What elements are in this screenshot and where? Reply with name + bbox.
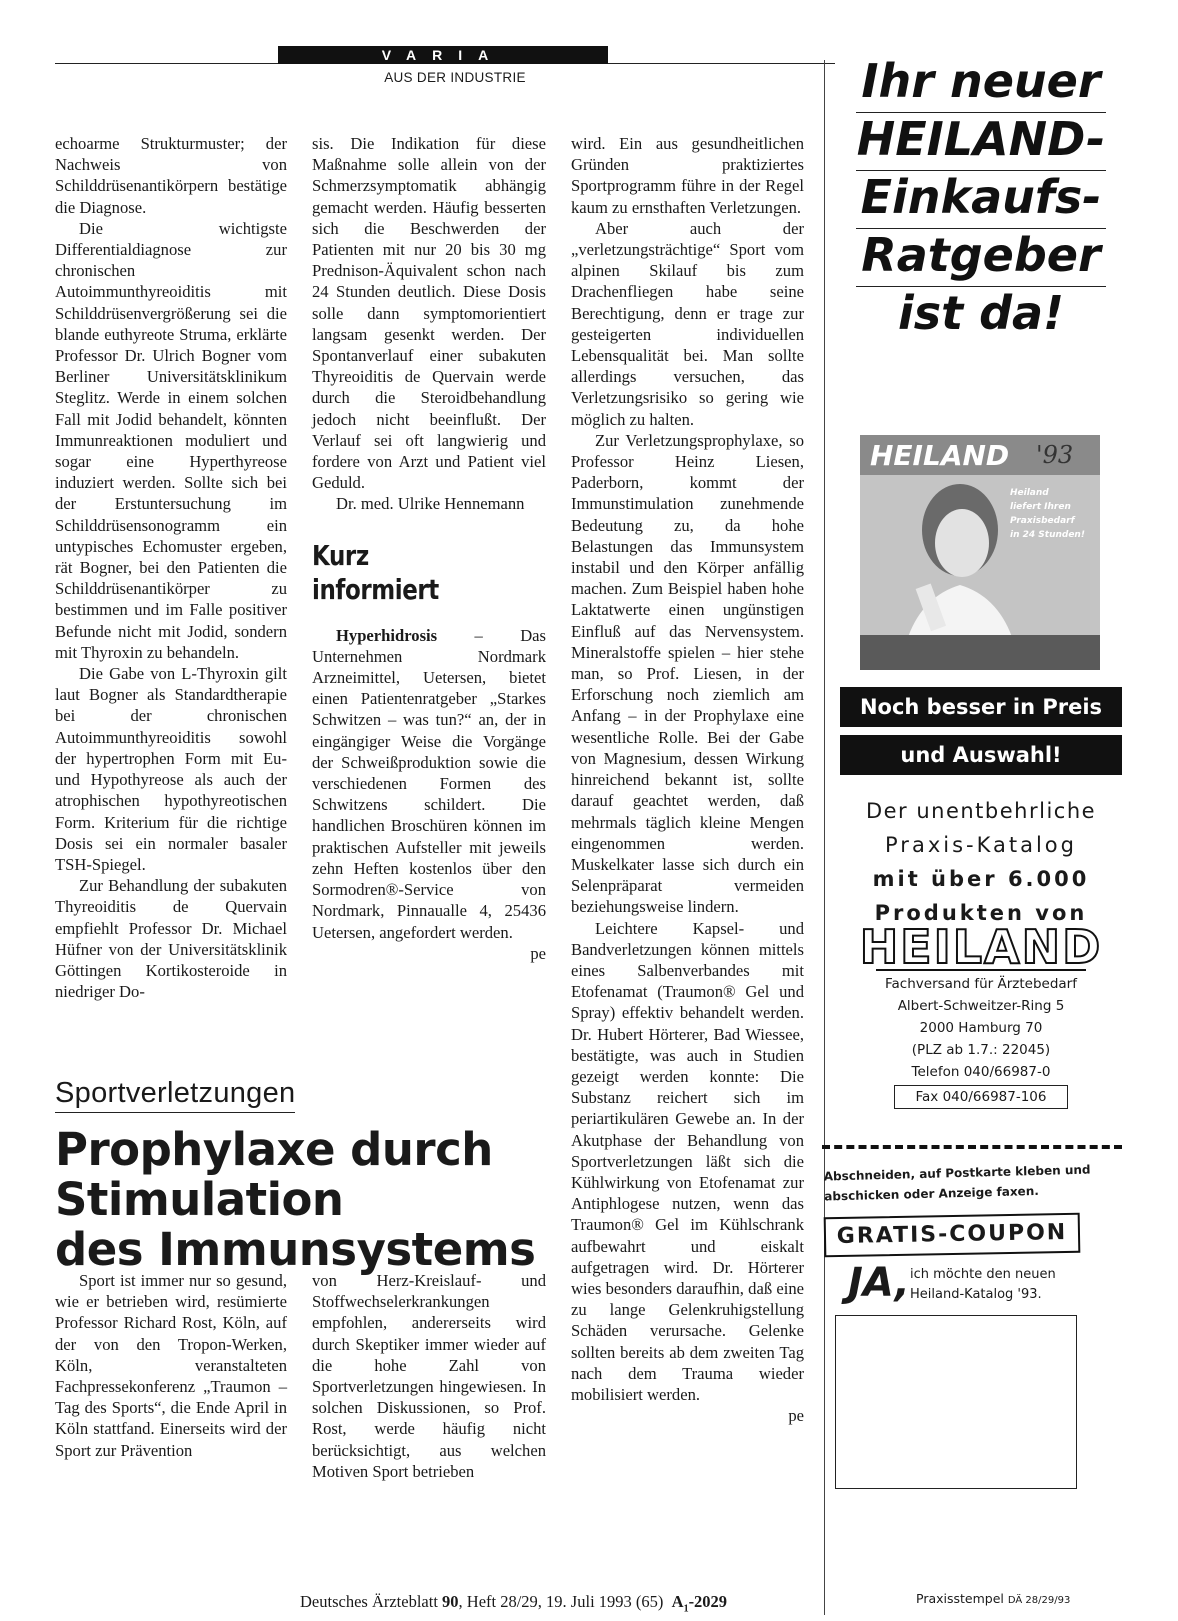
- cut-line: [822, 1145, 1122, 1149]
- fax-number: Fax 040/66987-106: [894, 1085, 1068, 1109]
- volume-number: 90: [442, 1592, 459, 1611]
- catalog-line: Der unentbehrliche: [865, 799, 1097, 823]
- byline: Dr. med. Ulrike Hennemann: [336, 494, 525, 514]
- paragraph: Leichtere Kapsel- und Bandverletzungen können mittels eines Salbenverbandes mit Etofenamat (Traumon® Gel und Spray) effektiv behandelt werden. Dr. Hubert Hörterer, Bad Wiessee, bestätigte, was auch in Studien gezeigt werden konnte: Die Substanz reichert sich im periartikulären Gewebe an. In der Akutphase der Behandlung von Sportverletzungen läßt sich die Kühlwirkung von Etofenamat zur Antiphlogese nutzen, wenn das Traumon® Gel im Kühlschrank aufbewahrt und eiskalt aufgetragen wird. Dr. Hörterer wies besonders daraufhin, daß eine zu lange Gelenkruhigstellung Schäden verursache. Gelenke sollten bereits ab dem zweiten Tag nach dem Trauma wieder mobilisiert werden.: [571, 918, 804, 1404]
- article-headline: [55, 1125, 575, 1275]
- headline-line: Prophylaxe durch: [55, 1123, 493, 1176]
- stamp-label: [916, 1591, 1070, 1606]
- coupon-text-line: ich möchte den neuen: [910, 1267, 1056, 1282]
- ad-title: [840, 55, 1122, 344]
- page-number: [671, 1592, 728, 1615]
- author-initials: pe: [788, 1406, 804, 1426]
- article-kicker: Sportverletzungen: [55, 1077, 295, 1113]
- page-prefix: A: [671, 1592, 684, 1611]
- catalog-line: mit über 6.000: [872, 867, 1090, 891]
- news-item: [312, 625, 546, 963]
- text-column-1: [55, 133, 287, 1002]
- company-address: [840, 973, 1122, 1083]
- heiland-logo: [859, 917, 1103, 975]
- ad-title-line: Ihr neuer: [856, 55, 1106, 113]
- paragraph: Die wichtigste Differentialdiagnose zur chronischen Autoimmunthyreoiditis mit Schilddrüsenvergrößerung sei die blande euthyreote Struma, erklärte Professor Dr. Ulrich Bogner vom Berliner Universitätsklinikum Steglitz. Werde in einem solchen Fall mit Jodid behandelt, könnten Immunreaktionen moduliert und sogar eine Hyperthyreose induziert werden. Sollte sich bei der Erstuntersuchung im Schilddrüsensonogramm ein untypisches Echomuster ergeben, rät Bogner, bei den Patienten die Schilddrüsenantikörper zu bestimmen und im Falle positiver Befunde nicht mit Jodid, sondern mit Thyroxin zu behandeln.: [55, 218, 287, 662]
- address-line: (PLZ ab 1.7.: 22045): [911, 1042, 1051, 1058]
- page-sub: 1: [683, 1603, 689, 1615]
- ad-title-line: Ratgeber: [856, 229, 1106, 287]
- cover-brand: HEILAND: [870, 439, 1010, 472]
- coupon-title: GRATIS-COUPON: [824, 1213, 1081, 1257]
- ad-title-line: Einkaufs-: [856, 171, 1106, 229]
- address-line: 2000 Hamburg 70: [919, 1020, 1043, 1036]
- subsection-label: AUS DER INDUSTRIE: [384, 70, 526, 85]
- text-column-2: [312, 133, 546, 964]
- address-line: Telefon 040/66987-0: [911, 1064, 1051, 1080]
- paragraph: Sport ist immer nur so gesund, wie er betrieben wird, resümierte Professor Richard Rost, Köln, auf der von den Tropon-Werken, Köln, veranstalteten Fachpressekonferenz „Traumon – Tag des Sports“, die Ende April in Köln stattfand. Einerseits wird der Sport zur Prävention: [55, 1271, 287, 1460]
- author-initials: pe: [530, 943, 546, 963]
- stamp-code: DÄ 28/29/93: [1007, 1595, 1071, 1606]
- paragraph: echoarme Strukturmuster; der Nachweis von Schilddrüsenantikörpern bestätige die Diagnose.: [55, 134, 287, 217]
- kurz-heading-line: Kurz: [312, 538, 369, 572]
- cover-year: '93: [1036, 441, 1074, 469]
- coupon-yes: JA,: [848, 1260, 910, 1306]
- paragraph: Die Gabe von L-Thyroxin gilt laut Bogner als Standardtherapie bei der chronischen Autoimmunthyreoiditis sowohl der hypertrophen Form mit Eu- und Hypothyreose als auch der atrophischen hypothyreotischen Form. Kriterium für die richtige Dosis sei ein normaler basaler TSH-Spiegel.: [55, 664, 287, 874]
- kurz-heading: [312, 539, 504, 607]
- ad-title-line: HEILAND-: [856, 113, 1106, 171]
- catalog-line: Produkten von: [874, 901, 1088, 925]
- page-footer: [300, 1592, 727, 1614]
- news-item-body: – Das Unternehmen Nordmark Arzneimittel, Uetersen, bietet einen Patientenratgeber „Starkes Schwitzen – was tun?“ an, der in eingängiger Weise die Vorgänge der Schweißproduktion sowie die verschiedenen Formen des Schwitzens schildert. Die handlichen Broschüren können im praktischen Aufsteller mit jeweils zehn Heften kostenlos über den Sormodren®-Service von Nordmark, Pinnaualle 4, 25436 Uetersen, angefordert werden.: [312, 625, 546, 942]
- ad-banner-choice: und Auswahl!: [840, 735, 1122, 775]
- catalog-line: Praxis-Katalog: [885, 833, 1077, 857]
- text-column-3: [571, 133, 804, 1426]
- address-line: Fachversand für Ärztebedarf: [885, 976, 1077, 992]
- news-item-lead: Hyperhidrosis: [336, 625, 438, 645]
- paragraph: Zur Verletzungsprophylaxe, so Professor Heinz Liesen, Paderborn, kommt der Immunstimulation zunehmende Bedeutung zu, da hohe Belastungen das Immunsystem instabil und den Körper anfällig machen. Zum Beispiel haben hohe Laktatwerte einen ungünstigen Einfluß auf das Nervensystem. Mineralstoffe spielen – hier stehe man, so Prof. Liesen, in der Erforschung noch ziemlich am Anfang – in der Prophylaxe eine wesentliche Rolle. Bei der Gabe von Magnesium, dessen Wirkung hinreichend bekannt ist, sollte darauf geachtet werden, daß mehrmals täglich kleine Mengen eingenommen werden. Muskelkater lasse sich durch ein Selenpräparat vermeiden beziehungsweise lindern.: [571, 430, 804, 917]
- paragraph: wird. Ein aus gesundheitlichen Gründen praktiziertes Sportprogramm führe in der Regel kaum zu ernsthaften Verletzungen.: [571, 134, 804, 217]
- paragraph: von Herz-Kreislauf- und Stoffwechselerkrankungen empfohlen, andererseits wird durch Skeptiker immer wieder auf die hohe Zahl von Sportverletzungen hingewiesen. In solchen Diskussionen, so Prof. Rost, werde häufig nicht berücksichtigt, aus welchen Motiven Sport betrieben: [312, 1271, 546, 1481]
- heiland-advertisement: [823, 54, 1122, 1615]
- section-label: VARIA: [278, 46, 608, 64]
- journal-name: Deutsches Ärzteblatt: [300, 1592, 438, 1611]
- address-line: Albert-Schweitzer-Ring 5: [897, 998, 1065, 1014]
- paragraph: Aber auch der „verletzungsträchtige“ Sport vom alpinen Skilauf bis zum Drachenfliegen habe seine Berechtigung, denn er trage zur gesteigerten individuellen Lebensqualität bei. Man sollte allerdings versuchen, das Verletzungsrisiko so gering wie möglich zu halten.: [571, 218, 804, 429]
- headline-line: des Immunsystems: [55, 1223, 536, 1276]
- catalog-cover-photo: [860, 435, 1100, 670]
- stamp-field[interactable]: [835, 1315, 1077, 1489]
- issue-info: , Heft 28/29, 19. Juli 1993 (65): [458, 1592, 664, 1611]
- column-divider: [824, 60, 825, 1615]
- coupon-text: [910, 1265, 1056, 1305]
- logo-text: HEILAND: [859, 920, 1103, 974]
- paragraph: sis. Die Indikation für diese Maßnahme solle allein von der Schmerzsymptomatik abhängig gemacht werden. Häufig besserten sich die Beschwerden der Patienten mit nur 20 bis 30 mg Prednison-Äquivalent schon nach 24 Stunden deutlich. Diese Dosis solle dann symptomorientiert langsam gesenkt werden. Der Spontanverlauf einer subakuten Thyreoiditis de Quervain werde durch die Steroidbehandlung jedoch nicht beeinflußt. Der Verlauf sei oft langwierig und fordere von Arzt und Patient viel Geduld.: [312, 134, 546, 493]
- coupon-instructions: Abschneiden, auf Postkarte kleben und abschicken oder Anzeige faxen.: [823, 1162, 1091, 1204]
- paragraph: Zur Behandlung der subakuten Thyreoiditis de Quervain empfiehlt Professor Dr. Michael Hüfner von der Universitätsklinik Göttingen Kortikosteroide in niedriger Do-: [55, 876, 287, 1002]
- page-num: -2029: [688, 1592, 728, 1611]
- svg-text:Heiland liefert Ihren: Heiland liefert Ihren Praxisbedarf in 24 Stunden!: [1010, 488, 1085, 540]
- ad-title-line: ist da!: [897, 286, 1065, 340]
- ad-banner-price: Noch besser in Preis: [840, 687, 1122, 727]
- coupon-text-line: Heiland-Katalog '93.: [910, 1287, 1042, 1302]
- article-body-column-1: [55, 1270, 287, 1461]
- catalog-cover-illustration: [860, 435, 1100, 670]
- headline-line: Stimulation: [55, 1173, 344, 1226]
- kurz-heading-line: informiert: [312, 572, 439, 606]
- article-body-column-2: [312, 1270, 546, 1482]
- stamp-label-text: Praxisstempel: [916, 1591, 1004, 1606]
